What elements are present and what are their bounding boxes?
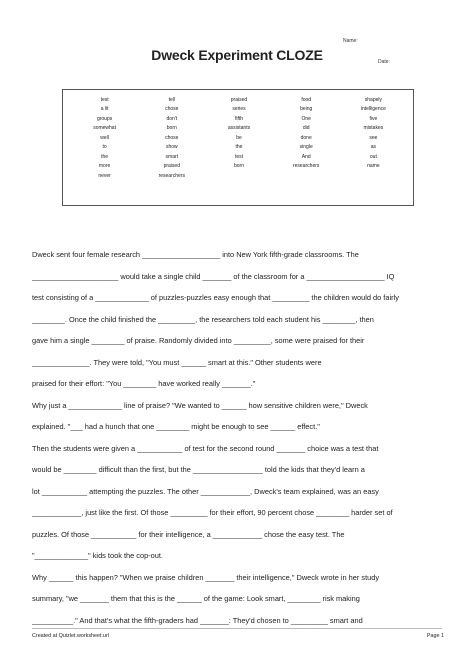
passage-line: explained. "___ had a hunch that one ________ might be enough to see ______ effect." [32, 422, 320, 431]
word-bank-item: test [100, 97, 109, 103]
passage-line: would be ________ difficult than the first, but the _________________ told the kids that they'd learn a [32, 465, 365, 474]
word-bank-item: praised [230, 97, 248, 103]
word-bank-item: see [369, 134, 378, 141]
word-bank-item: groups [96, 115, 113, 122]
word-bank-grid [71, 98, 407, 179]
footer-credit: Created at Quizlet.worksheet.url [32, 633, 110, 639]
word-bank-item: intelligence [360, 106, 386, 113]
word-bank-item: researchers [158, 172, 185, 179]
passage-line: Why ______ this happen? "When we praise children _______ their intelligence," Dweck wrote in her study [32, 572, 380, 582]
word-bank-item [205, 174, 272, 179]
word-bank-item: done [300, 134, 312, 141]
passage-line: Why just a _____________ line of praise? "We wanted to ______ how sensitive children were," Dweck [32, 400, 368, 410]
word-bank-item: did [302, 125, 310, 132]
page-title: Dweck Experiment CLOZE [151, 47, 323, 63]
word-bank-item: food [301, 97, 312, 103]
passage-line: Then the students were given a ___________ of test for the second round _______ choice was a test that [32, 443, 379, 453]
word-bank-item: shapely [364, 97, 382, 103]
cloze-passage [32, 250, 442, 637]
word-bank-item: born [166, 125, 177, 132]
word-bank-item: mistakes [363, 125, 384, 132]
word-bank-item: praised [163, 163, 180, 170]
word-bank-item: test [234, 153, 244, 160]
word-bank-item: a lit [100, 106, 109, 113]
footer-divider [32, 628, 442, 629]
word-bank-item: the [101, 153, 109, 160]
word-bank-item: as [370, 144, 377, 151]
word-bank-item: well [100, 134, 109, 141]
word-bank-item: born [233, 163, 244, 170]
word-bank-item: researchers [292, 163, 320, 170]
word-bank-item [340, 174, 407, 179]
passage-line: summary, "we _______ them that this is the ______ of the game: Look smart, ________ risk making [32, 594, 360, 603]
word-bank-item: out [369, 153, 377, 160]
word-bank-item: fifth [234, 115, 244, 122]
passage-line: test consisting of a _____________ of puzzles-puzzles easy enough that _________ the children would do fairly [32, 293, 399, 302]
word-bank-item: series [232, 106, 246, 113]
word-bank-item: being [300, 106, 313, 113]
passage-line: ______________. They were told, "You must ______ smart at this." Other students were [32, 357, 322, 367]
word-bank-item: name [367, 163, 380, 170]
word-bank-item: show [165, 144, 178, 151]
passage-line: _____________________ would take a single child _______ of the classroom for a ___________________ IQ [32, 271, 395, 281]
passage-line: praised for their effort: "You ________ have worked really _______." [32, 379, 256, 388]
word-bank-item: be [236, 134, 242, 141]
passage-line: __________." And that's what the fifth-graders had _______: They'd chosen to _________ smart and [32, 615, 363, 625]
word-bank-item: smart [165, 153, 179, 160]
word-bank-item: never [98, 172, 111, 179]
word-bank-item: more [98, 163, 111, 170]
word-bank-item: the [235, 144, 243, 151]
page-number: Page 1 [426, 633, 444, 639]
word-bank-item: don't [166, 115, 178, 122]
date-label: Date: [378, 59, 390, 65]
name-label: Name: [343, 38, 358, 44]
word-bank-item: single [299, 144, 313, 151]
word-bank-item: And [301, 153, 311, 160]
word-bank-item: chose [165, 134, 179, 141]
word-bank-item: One [301, 115, 311, 122]
word-bank-item: to [102, 144, 107, 151]
word-bank-item: chose [165, 106, 179, 113]
passage-line: ____________, just like the first. Of those _________ for their effort, 90 percent chose ________ harder set of [32, 508, 393, 517]
word-bank-item: five [369, 115, 378, 122]
passage-line: Dweck sent four female research ___________________ into New York fifth-grade classrooms. The [32, 250, 359, 259]
word-bank-item: assistants [227, 125, 251, 132]
passage-line: gave him a single ________ of praise. Randomly divided into _________, some were praised for their [32, 336, 365, 345]
word-bank-item: tell [168, 97, 175, 103]
passage-line: "_____________" kids took the cop-out. [32, 551, 163, 560]
word-bank-item [273, 174, 340, 179]
passage-line: lot ___________ attempting the puzzles. The other ____________, Dweck's team explained, was an easy [32, 486, 379, 496]
passage-line: puzzles. Of those ___________ for their intelligence, a ____________ chose the easy test. The [32, 529, 345, 539]
passage-line: ________. Once the child finished the _________, the researchers told each student his ________, then [32, 314, 374, 324]
word-bank-item: somewhat [93, 125, 116, 132]
word-bank [62, 89, 414, 206]
